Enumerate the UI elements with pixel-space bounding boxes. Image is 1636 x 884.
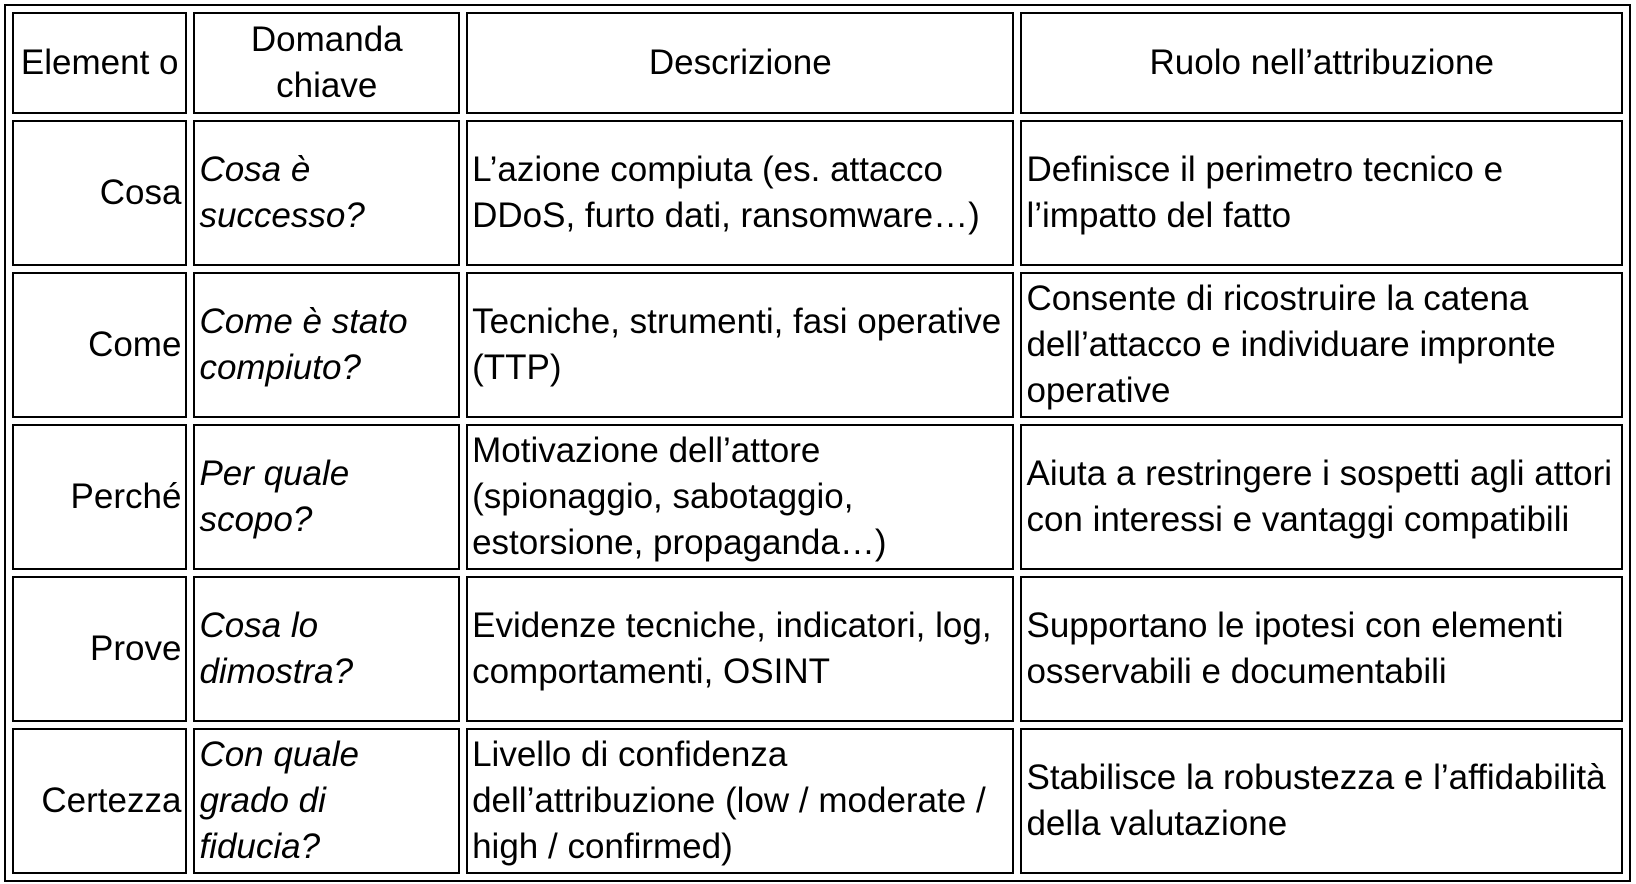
table-row [12,728,1623,874]
table-header-row [12,12,1623,114]
cell-elemento: Prove [12,576,187,722]
cell-ruolo: Consente di ricostruire la catena dell’attacco e individuare impronte operative [1020,272,1623,418]
cell-ruolo: Stabilisce la robustezza e l’affidabilità della valutazione [1020,728,1623,874]
cell-domanda: Per quale scopo? [193,424,460,570]
cell-elemento: Come [12,272,187,418]
header-domanda-chiave: Domanda chiave [193,12,460,114]
header-descrizione: Descrizione [466,12,1014,114]
table-row [12,272,1623,418]
cell-elemento: Certezza [12,728,187,874]
cell-elemento: Perché [12,424,187,570]
cell-domanda: Cosa è successo? [193,120,460,266]
table-row [12,424,1623,570]
cell-ruolo: Aiuta a restringere i sospetti agli attori con interessi e vantaggi compatibili [1020,424,1623,570]
cell-descrizione: Livello di confidenza dell’attribuzione (low / moderate / high / confirmed) [466,728,1014,874]
cell-descrizione: Tecniche, strumenti, fasi operative (TTP) [466,272,1014,418]
cell-elemento: Cosa [12,120,187,266]
header-ruolo: Ruolo nell’attribuzione [1020,12,1623,114]
cell-domanda: Cosa lo dimostra? [193,576,460,722]
cell-descrizione: Motivazione dell’attore (spionaggio, sabotaggio, estorsione, propaganda…) [466,424,1014,570]
cell-ruolo: Supportano le ipotesi con elementi osservabili e documentabili [1020,576,1623,722]
cell-domanda: Con quale grado di fiducia? [193,728,460,874]
cell-descrizione: Evidenze tecniche, indicatori, log, comportamenti, OSINT [466,576,1014,722]
cell-ruolo: Definisce il perimetro tecnico e l’impatto del fatto [1020,120,1623,266]
cell-domanda: Come è stato compiuto? [193,272,460,418]
table-row [12,120,1623,266]
attribution-table [4,4,1631,882]
attribution-table-container [4,4,1631,882]
header-elemento: Element o [12,12,187,114]
cell-descrizione: L’azione compiuta (es. attacco DDoS, furto dati, ransomware…) [466,120,1014,266]
table-row [12,576,1623,722]
